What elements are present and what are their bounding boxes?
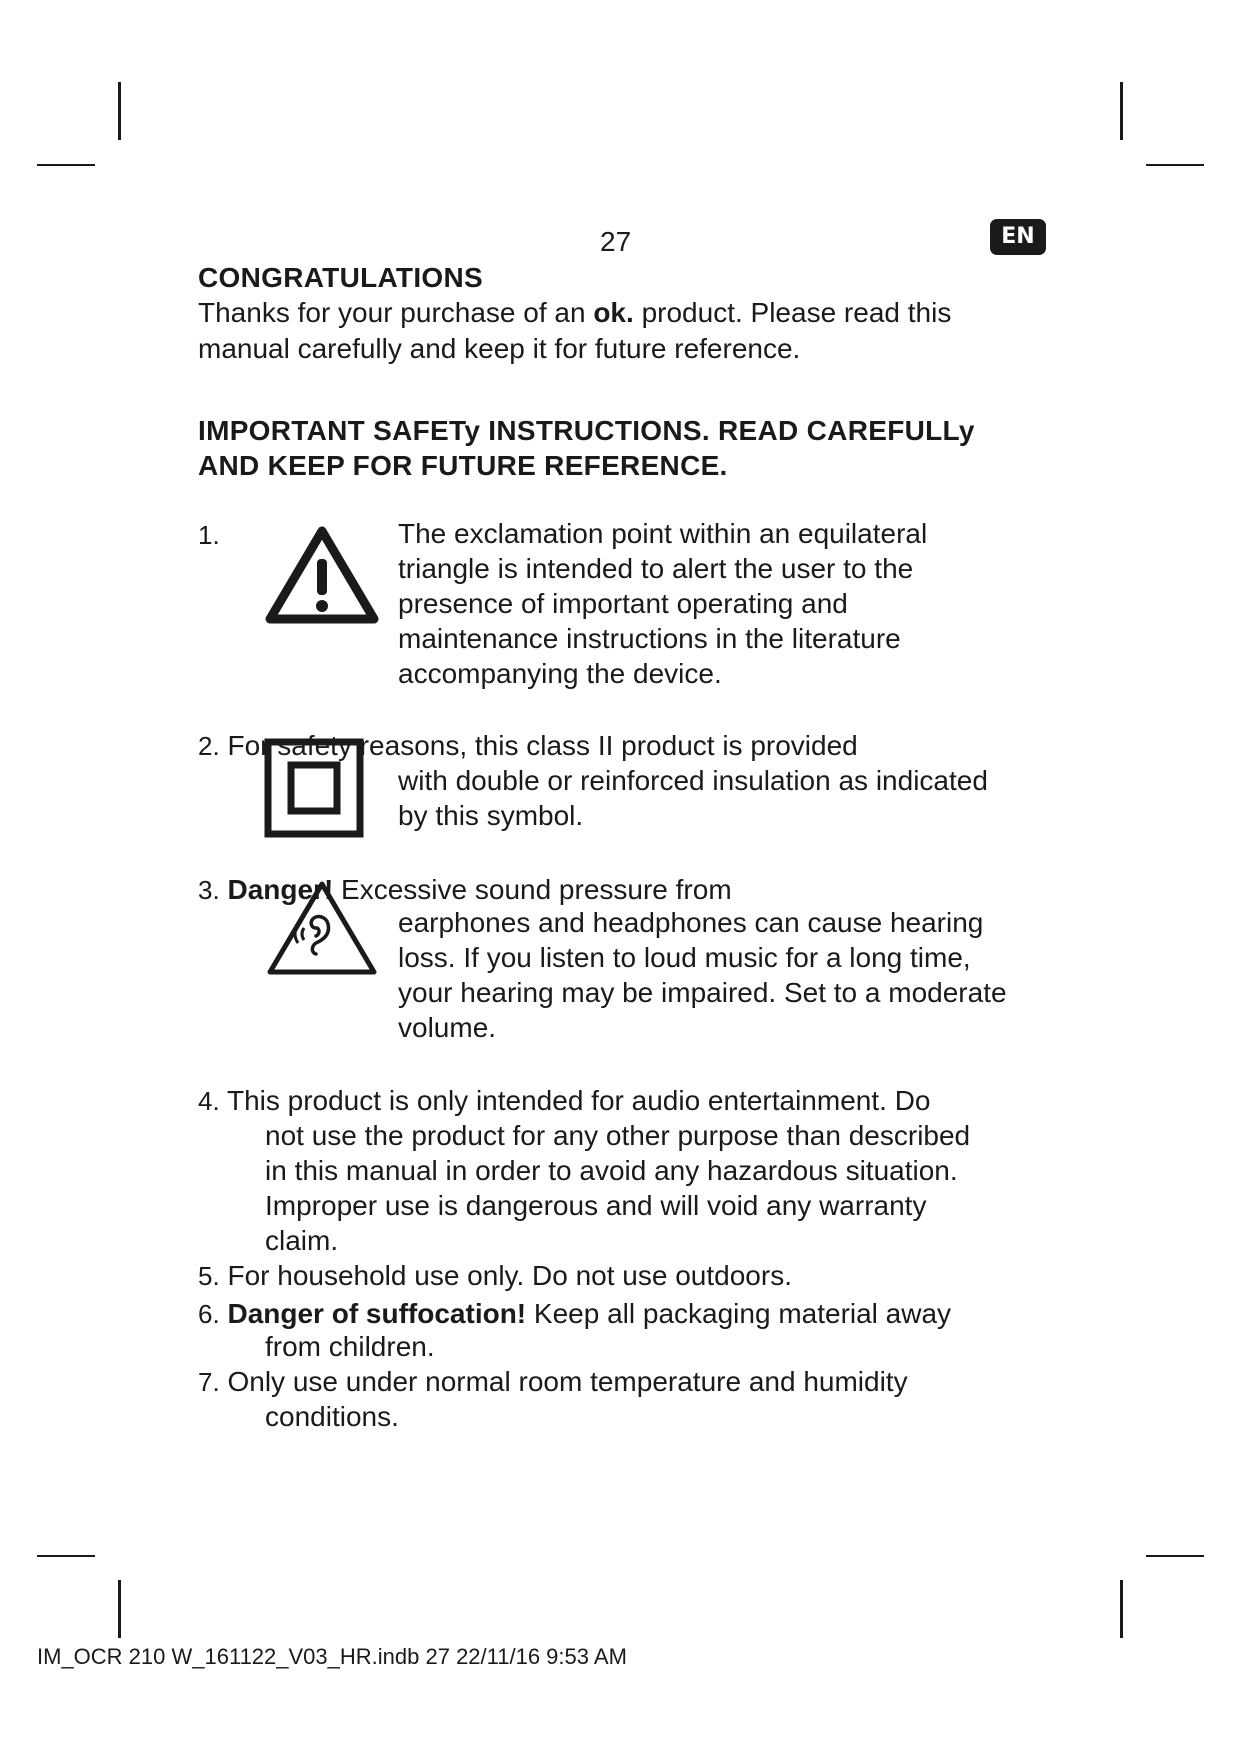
crop-mark — [1146, 164, 1204, 166]
crop-mark — [37, 164, 95, 166]
brand-name: ok. — [593, 297, 634, 328]
item-2-text: with double or reinforced insulation as indicated by this symbol. — [398, 765, 988, 831]
item-7-first-line: 7. Only use under normal room temperature and humidity — [198, 1366, 908, 1397]
item-1-text: The exclamation point within an equilateral triangle is intended to alert the user to the presence of important operating and maintenance instructions in the literature accompanying the device. — [398, 518, 928, 689]
item-number: 5. — [198, 1261, 220, 1291]
item-4-text: not use the product for any other purpose than described in this manual in order to avoid any hazardous situation. Improper use is dangerous and will void any warranty claim. — [265, 1120, 971, 1256]
safety-title-line-1: IMPORTANT SAFETy INSTRUCTIONS. READ CAREFULLy — [198, 415, 975, 446]
warning-triangle-icon — [264, 525, 380, 627]
print-slug: IM_OCR 210 W_161122_V03_HR.indb 27 22/11/16 9:53 AM — [37, 1644, 627, 1669]
crop-mark — [118, 82, 121, 140]
crop-mark — [1146, 1555, 1204, 1557]
safety-title-line-2: AND KEEP FOR FUTURE REFERENCE. — [198, 450, 728, 481]
item-6-first-line: 6. Danger of suffocation! Keep all packaging material away — [198, 1298, 952, 1329]
item-number: 2. — [198, 731, 220, 761]
item-number: 4. — [198, 1086, 220, 1116]
item-number: 1. — [198, 520, 220, 550]
item-number: 7. — [198, 1367, 220, 1397]
crop-mark — [118, 1580, 121, 1638]
congratulations-line-1: Thanks for your purchase of an ok. product. Please read this — [198, 297, 952, 328]
item-6-text: from children. — [265, 1331, 435, 1362]
crop-mark — [1120, 82, 1123, 140]
item-3-text: earphones and headphones can cause hearing loss. If you listen to loud music for a long time, your hearing may be impaired. Set to a moderate volume. — [398, 907, 1007, 1043]
item-5-line: 5. For household use only. Do not use outdoors. — [198, 1260, 792, 1291]
item-2-first-line: 2. For safety reasons, this class II product is provided — [198, 730, 858, 761]
item-number: 6. — [198, 1299, 220, 1329]
page-number: 27 — [600, 226, 632, 257]
language-badge: EN — [990, 219, 1046, 255]
crop-mark — [37, 1555, 95, 1557]
item-number: 3. — [198, 875, 220, 905]
item-3-first-line: 3. Danger! Excessive sound pressure from — [198, 874, 732, 905]
congratulations-title: CONGRATULATIONS — [198, 262, 483, 293]
congratulations-line-2: manual carefully and keep it for future reference. — [198, 333, 801, 364]
item-7-text: conditions. — [265, 1401, 399, 1432]
crop-mark — [1120, 1580, 1123, 1638]
item-4-first-line: 4. This product is only intended for audio entertainment. Do — [198, 1085, 931, 1116]
